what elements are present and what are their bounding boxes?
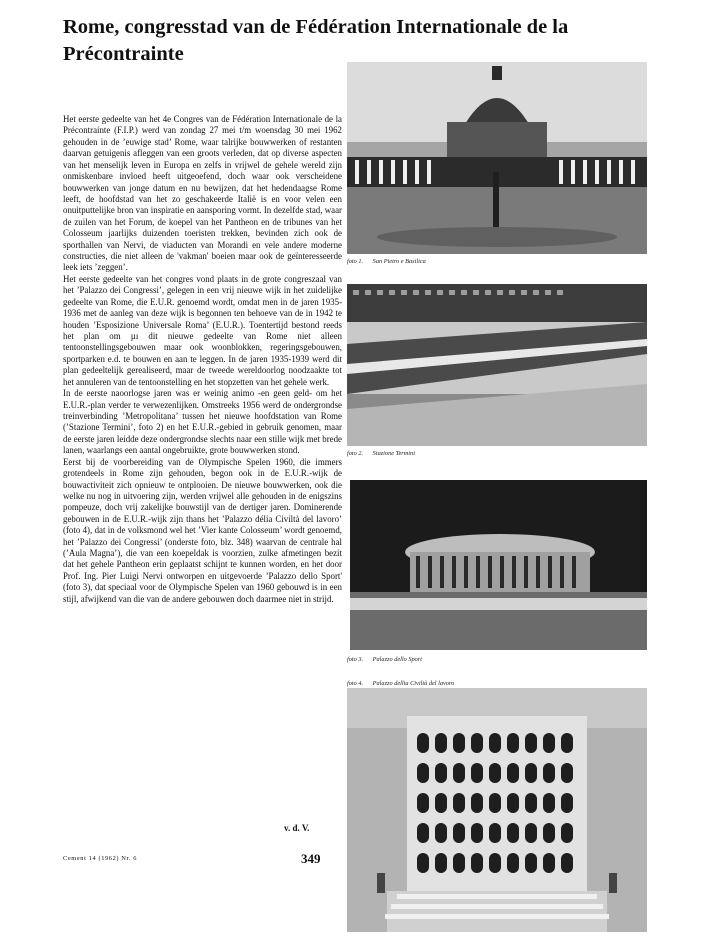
caption-text: Palazzo dello Sport [372,656,422,663]
caption-foto-4 [347,680,454,687]
article-title: Rome, congresstad van de Fédération Internationale de la Précontrainte [63,16,569,65]
photo-palazzo-civilta-lavoro [347,688,647,932]
caption-foto-1 [347,258,426,265]
photo-stazione-termini [347,284,647,446]
photo-palazzo-dello-sport [350,480,647,650]
photo-san-pietro [347,62,647,254]
caption-number: foto 4. [347,680,364,687]
article-paragraph: Eerst bij de voorbereiding van de Olympische Spelen 1960, die immers grotendeels in Rome zijn gehouden, begon ook in de E.U.R.-wijk de bouwactiviteit zich opnieuw te ontplooien. De nieuwe bouwwerken, ook die welke nu nog in uitvoering zijn, werden vrijwel alle gehouden in de enigszins pompeuze, doch vrij zakelijke bouwstijl van de dertiger jaren. Dominerende gebouwen in de E.U.R.-wijk zijn thans het ’Palazzo délia Civiltà del lavoro’ (foto 4), dat in de volksmond wel het ’Vier kante Colosseum’ wordt genoemd, het ’Palazzo dei Congressi’ (onderste foto, blz. 348) waarvan de centrale hal (’Aula Magna’), die van een koepeldak is voorzien, zulke afmetingen bezit dat het gehele Pantheon erin geplaatst schijnt te kunnen worden, en het door Prof. Ing. Pier Luigi Nervi ontworpen en uitgevoerde ’Palazzo dello Sport' (foto 3), dat speciaal voor de Olympische Spelen van 1960 gebouwd is in een stijl, afwijkend van die van de andere gebouwen doch daarmee niet in strijd. [63,456,342,604]
caption-number: foto 2. [347,450,364,457]
author-signature: v. d. V. [284,823,310,833]
caption-foto-3 [347,656,422,663]
article-paragraph: Het eerste gedeelte van het 4e Congres van de Fédération Internationale de la Précontrainte (F.I.P.) werd van zondag 27 mei t/m woensdag 30 mei 1962 gehouden in de ’euwige stad’ Rome, waar talrijke bouwwerken of restanten daarvan getuigenis afleggen van een groots verleden, dat op diverse aspecten van het menselijk leven in Europa en zelfs in vrijwel de gehele wereld zijn onmiskenbare invloed heeft uitgeoefend, doch waar ook verscheidene bouwwerken van jonge datum en nu bewijzen, dat het hedendaagse Rome leeft, de hoofdstad van het zo geschakeerde Italië is en voor velen een onuitputtelijke bron van inspiratie en aansporing vormt. In dezelfde stad, waar de zuilen van het Forum, de koepel van het Pantheon en de tribunes van het Colosseum jaarlijks duizenden toeristen trekken, bevinden zich ook de sporthallen van Nervi, de viaducten van Morandi en vele andere moderne constructies, die niet alleen de 'vakman' boeien maar ook de geïnteresseerde leek iets ’zeggen’. [63,114,342,273]
caption-number: foto 1. [347,258,364,265]
caption-text: Stazione Termini [372,450,415,457]
page-number: 349 [301,851,321,866]
article-body [63,114,342,605]
journal-reference: Cement 14 (1962) Nr. 6 [63,855,138,862]
caption-foto-2 [347,450,415,457]
caption-text: Palazzo dellia Civiltà del lavoro [372,680,455,687]
caption-text: San Pietro e Basilica [372,258,426,265]
caption-number: foto 3. [347,656,364,663]
article-paragraph: Het eerste gedeelte van het congres vond plaats in de grote congreszaal van het ’Palazzo dei Congressi’, gelegen in een vrij nieuwe wijk in het zuidelijke gedeelte van Rome, die E.U.R. genoemd wordt, omdat men in de jaren 1935-1936 met de aanleg van deze wijk is begonnen ten behoeve van de in 1942 te houden ’Esposizione Universale Roma’ (E.U.R.). Toentertijd bestond reeds het plan om µı dit nieuwe gedeelte van Rome niet alleen tentoonstellingsgebouwen maar ook woonblokken, regeringsgebouwen, sportparken e.d. te bouwen en aan te leggen. In de jaren 1935-1939 werd dit plan gedeeltelijk gerealiseerd, maar de tweede wereldoorlog noodzaakte tot het annuleren van de tentoonstelling en het stopzetten van het gehele werk. [63,273,342,387]
article-paragraph: In de eerste naoorlogse jaren was er weinig animo -en geen geld- om het E.U.R.-plan verder te verwezenlijken. Omstreeks 1956 werd de ondergrondse treinverbinding ’Metropolitana’ tussen het nieuwe hoofdstation van Rome (’Stazione Termini’, foto 2) en het E.U.R.-gebied in gebruik genomen, maar de eerste jaren leidde deze ondergrondse slechts naar een stille wijk met brede lanen, waarlangs een aantal ongebruikte, grote bouwwerken stond. [63,388,342,456]
